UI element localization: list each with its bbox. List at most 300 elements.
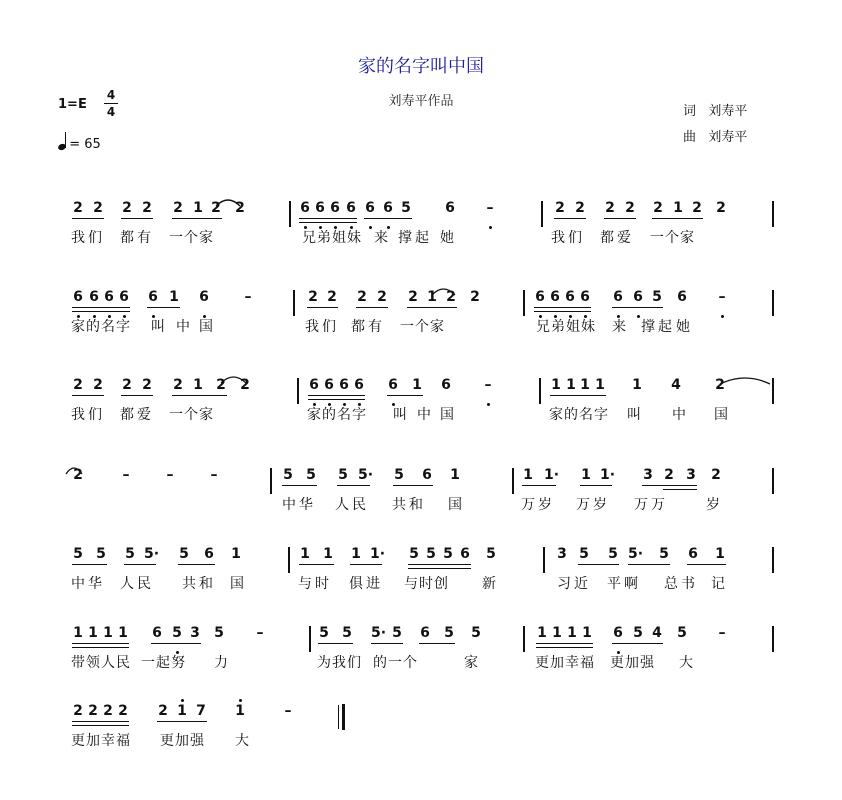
- lyric: 共和: [182, 576, 216, 592]
- lyric: 记: [711, 576, 728, 592]
- note: 3: [190, 625, 200, 641]
- note: 2: [653, 200, 663, 216]
- lyric: 一个家: [650, 230, 695, 246]
- note: 5: [394, 467, 404, 483]
- note: 1: [193, 377, 203, 393]
- note: 5: [342, 625, 352, 641]
- note: 6: [152, 625, 162, 641]
- lyric: 人民: [120, 576, 154, 592]
- note: 2: [625, 200, 635, 216]
- slur-arc: [221, 374, 246, 384]
- hold-dash: –: [244, 289, 252, 305]
- octave-dot-below: [489, 226, 492, 229]
- note: 5: [426, 546, 436, 562]
- lyric: 的一个: [373, 655, 418, 671]
- hold-dash: –: [486, 200, 494, 216]
- lyric: 国: [440, 407, 457, 423]
- octave-dot-below: [584, 315, 587, 318]
- lyric: 为我们: [317, 655, 362, 671]
- octave-dot-below: [77, 315, 80, 318]
- note: 2: [73, 377, 83, 393]
- slur-arc: [720, 375, 770, 385]
- note: 2: [555, 200, 565, 216]
- lyric: 人民: [335, 497, 369, 513]
- note: 1: [118, 625, 128, 641]
- hold-dash: –: [256, 625, 264, 641]
- note: 5: [392, 625, 402, 641]
- barline: [772, 626, 774, 652]
- lyric: 中: [417, 407, 434, 423]
- note: 5: [443, 546, 453, 562]
- lyric: 国: [714, 407, 731, 423]
- beam-underline: [308, 395, 365, 396]
- note: 6: [633, 289, 643, 305]
- hold-dash: –: [210, 467, 218, 483]
- octave-dot-below: [369, 226, 372, 229]
- hold-dash: –: [718, 289, 726, 305]
- note: 1·: [370, 546, 386, 562]
- barline: [289, 201, 291, 227]
- beam-underline: [408, 568, 471, 569]
- note: 1: [567, 625, 577, 641]
- note: 5: [338, 467, 348, 483]
- note: 1: [235, 703, 245, 719]
- note: 5: [125, 546, 135, 562]
- beam-underline: [282, 485, 317, 486]
- time-signature-bottom: 4: [106, 105, 116, 119]
- note: 1: [323, 546, 333, 562]
- note: 5: [659, 546, 669, 562]
- beam-underline: [550, 395, 606, 396]
- note: 6: [445, 200, 455, 216]
- lyric: 我们: [71, 230, 105, 246]
- note: 1: [103, 625, 113, 641]
- lyric: 国: [448, 497, 465, 513]
- lyric: 一起努: [141, 655, 186, 671]
- note: 5: [444, 625, 454, 641]
- note: 2: [142, 377, 152, 393]
- note: 6: [365, 200, 375, 216]
- beam-underline: [72, 725, 129, 726]
- note: 5: [96, 546, 106, 562]
- note: 5: [401, 200, 411, 216]
- note: 1: [412, 377, 422, 393]
- lyric: 来: [374, 230, 391, 246]
- lyric: 她: [440, 230, 457, 246]
- barline: [543, 547, 545, 573]
- note: 2: [408, 289, 418, 305]
- octave-dot-below: [343, 403, 346, 406]
- lyric: 撑起: [641, 319, 675, 335]
- note: 1: [523, 467, 533, 483]
- beam-underline: [387, 395, 423, 396]
- note: 6: [565, 289, 575, 305]
- note: 2: [122, 200, 132, 216]
- note: 1: [673, 200, 683, 216]
- note: 6: [688, 546, 698, 562]
- lyric: 国: [230, 576, 247, 592]
- quarter-note-icon: [58, 137, 69, 152]
- hold-dash: –: [122, 467, 130, 483]
- lyric: 一个家: [169, 230, 214, 246]
- beam-underline: [371, 643, 403, 644]
- octave-dot-below: [304, 226, 307, 229]
- lyric: 她: [676, 319, 693, 335]
- lyric: 一个家: [400, 319, 445, 335]
- beam-underline: [356, 307, 388, 308]
- note: 1·: [600, 467, 616, 483]
- lyric: 叫: [627, 407, 644, 423]
- tempo-value: = 65: [69, 137, 101, 152]
- lyric: 家的名字: [549, 407, 609, 423]
- note: 1: [715, 546, 725, 562]
- octave-dot-below: [554, 315, 557, 318]
- beam-underline: [407, 307, 457, 308]
- key-signature: 1=E: [58, 97, 87, 112]
- slur-arc: [432, 286, 455, 296]
- beam-underline: [72, 647, 129, 648]
- tempo-marking: [58, 132, 101, 152]
- note: 4: [671, 377, 681, 393]
- note: 2: [93, 200, 103, 216]
- lyric: 带领人民: [71, 655, 131, 671]
- beam-underline: [364, 218, 412, 219]
- lyric: 万岁: [576, 497, 610, 513]
- note: 1: [351, 546, 361, 562]
- note: 6: [420, 625, 430, 641]
- lyric: 中华: [71, 576, 105, 592]
- lyric: 俱进: [349, 576, 383, 592]
- octave-dot-below: [319, 226, 322, 229]
- note: 1: [169, 289, 179, 305]
- lyric: 兄弟姐妹: [302, 230, 362, 246]
- barline: [523, 626, 525, 652]
- lyric: 家: [464, 655, 481, 671]
- note: 2: [73, 200, 83, 216]
- note: 6: [73, 289, 83, 305]
- octave-dot-below: [617, 651, 620, 654]
- beam-underline: [157, 721, 207, 722]
- beam-underline: [612, 307, 663, 308]
- note: 5: [633, 625, 643, 641]
- note: 2: [173, 200, 183, 216]
- note: 6: [309, 377, 319, 393]
- octave-dot-below: [487, 403, 490, 406]
- note: 2: [327, 289, 337, 305]
- barline: [772, 468, 774, 494]
- note: 5: [172, 625, 182, 641]
- note: 6: [422, 467, 432, 483]
- slur-arc: [216, 197, 240, 207]
- note: 2: [173, 377, 183, 393]
- note: 2: [692, 200, 702, 216]
- beam-underline: [604, 218, 636, 219]
- note: 5: [608, 546, 618, 562]
- note: 2: [711, 467, 721, 483]
- octave-dot-below: [203, 315, 206, 318]
- note: 2: [575, 200, 585, 216]
- note: 1: [300, 546, 310, 562]
- note: 6: [580, 289, 590, 305]
- composer-label: 曲: [683, 130, 697, 145]
- beam-underline: [72, 564, 107, 565]
- note: 5: [579, 546, 589, 562]
- lyric: 万万: [634, 497, 668, 513]
- beam-underline: [419, 643, 455, 644]
- beam-underline: [580, 485, 612, 486]
- note: 2: [716, 200, 726, 216]
- note: 5: [409, 546, 419, 562]
- note: 6: [89, 289, 99, 305]
- lyric: 中: [176, 319, 193, 335]
- octave-dot-below: [328, 403, 331, 406]
- note: 6: [388, 377, 398, 393]
- note: 5·: [144, 546, 160, 562]
- beam-underline: [307, 307, 338, 308]
- note: 5: [214, 625, 224, 641]
- lyric: 万岁: [521, 497, 555, 513]
- note: 2: [118, 703, 128, 719]
- note: 2: [357, 289, 367, 305]
- note: 2: [446, 289, 456, 305]
- octave-dot-below: [617, 315, 620, 318]
- beam-underline: [536, 643, 593, 644]
- lyric: 力: [214, 655, 231, 671]
- lyric: 都有: [120, 230, 154, 246]
- note: 2: [377, 289, 387, 305]
- note: 6: [104, 289, 114, 305]
- beam-underline: [172, 395, 227, 396]
- barline: [512, 468, 514, 494]
- lyric: 我们: [551, 230, 585, 246]
- lyric: 更加幸福: [71, 733, 131, 749]
- octave-dot-below: [569, 315, 572, 318]
- lyric: 中华: [282, 497, 316, 513]
- barline: [539, 378, 541, 404]
- note: 2: [664, 467, 674, 483]
- beam-underline: [72, 307, 130, 308]
- note: 6: [339, 377, 349, 393]
- octave-dot-below: [108, 315, 111, 318]
- beam-underline: [536, 647, 593, 648]
- octave-dot-below: [350, 226, 353, 229]
- lyric: 新: [482, 576, 499, 592]
- note: 5: [319, 625, 329, 641]
- note: 2: [235, 200, 245, 216]
- hold-dash: –: [484, 377, 492, 393]
- octave-dot-below: [637, 315, 640, 318]
- note: 1: [632, 377, 642, 393]
- note: 6: [550, 289, 560, 305]
- note: 5: [283, 467, 293, 483]
- note: 5·: [358, 467, 374, 483]
- note: 2: [211, 200, 221, 216]
- beam-underline: [299, 564, 334, 565]
- beam-underline: [151, 643, 201, 644]
- note: 5: [73, 546, 83, 562]
- beam-underline: [663, 489, 697, 490]
- note: 2: [73, 467, 83, 483]
- beam-underline: [534, 311, 591, 312]
- song-subtitle: 刘寿平作品: [388, 94, 454, 109]
- composer-credit: [683, 126, 747, 145]
- beam-underline: [642, 485, 697, 486]
- barline: [772, 378, 774, 404]
- hold-dash: –: [284, 703, 292, 719]
- note: 1: [537, 625, 547, 641]
- note: 6: [346, 200, 356, 216]
- barline: [288, 547, 290, 573]
- note: 2: [73, 703, 83, 719]
- note: 1: [177, 703, 187, 719]
- lyric: 与时创: [404, 576, 449, 592]
- note: 3: [557, 546, 567, 562]
- note: 5·: [371, 625, 387, 641]
- note: 5: [306, 467, 316, 483]
- note: 6: [354, 377, 364, 393]
- note: 2: [142, 200, 152, 216]
- note: 5: [486, 546, 496, 562]
- note: 5: [179, 546, 189, 562]
- lyric: 中: [672, 407, 689, 423]
- lyric: 与时: [298, 576, 332, 592]
- lyric: 习近: [557, 576, 591, 592]
- note: 1: [551, 377, 561, 393]
- beam-underline: [172, 218, 222, 219]
- note: 6: [199, 289, 209, 305]
- time-signature: [104, 88, 118, 119]
- note: 2: [216, 377, 226, 393]
- beam-underline: [318, 643, 353, 644]
- note: 1: [193, 200, 203, 216]
- beam-underline: [72, 721, 129, 722]
- note: 6: [324, 377, 334, 393]
- beam-underline: [522, 485, 556, 486]
- note: 6: [315, 200, 325, 216]
- lyric: 更加幸福: [535, 655, 595, 671]
- song-title: 家的名字叫中国: [358, 56, 484, 77]
- note: 2: [470, 289, 480, 305]
- lyric: 撑起: [398, 230, 432, 246]
- note: 6: [535, 289, 545, 305]
- beam-underline: [121, 395, 153, 396]
- note: 6: [300, 200, 310, 216]
- note: 1: [552, 625, 562, 641]
- note: 6: [677, 289, 687, 305]
- note: 2: [158, 703, 168, 719]
- beam-underline: [299, 218, 357, 219]
- lyricist-credit: [683, 100, 747, 119]
- lyric: 共和: [392, 497, 426, 513]
- beam-underline: [554, 218, 586, 219]
- lyric: 家的名字: [71, 319, 131, 335]
- beam-underline: [652, 218, 703, 219]
- beam-underline: [299, 222, 357, 223]
- lyric: 家的名字: [307, 407, 367, 423]
- lyric: 岁: [706, 497, 723, 513]
- lyric: 来: [612, 319, 629, 335]
- barline: [309, 626, 311, 652]
- beam-underline: [534, 307, 591, 308]
- note: 1·: [544, 467, 560, 483]
- lyric: 更加强: [160, 733, 205, 749]
- time-signature-top: 4: [106, 88, 116, 102]
- note: 5·: [628, 546, 644, 562]
- lyric: 我们: [305, 319, 339, 335]
- beam-underline: [72, 395, 104, 396]
- note: 6: [119, 289, 129, 305]
- barline: [270, 468, 272, 494]
- lyric: 国: [199, 319, 216, 335]
- barline: [523, 290, 525, 316]
- note: 1: [73, 625, 83, 641]
- beam-underline: [147, 307, 180, 308]
- lyricist-label: 词: [683, 104, 697, 119]
- lyricist-name: 刘寿平: [708, 104, 748, 119]
- note: 1: [566, 377, 576, 393]
- lyric: 都有: [351, 319, 385, 335]
- beam-underline: [72, 643, 129, 644]
- note: 3: [643, 467, 653, 483]
- beam-underline: [687, 564, 726, 565]
- hold-dash: –: [166, 467, 174, 483]
- octave-dot-below: [392, 403, 395, 406]
- lyric: 一个家: [169, 407, 214, 423]
- note: 6: [204, 546, 214, 562]
- beam-underline: [628, 564, 670, 565]
- octave-dot-below: [721, 315, 724, 318]
- barline: [541, 201, 543, 227]
- note: 1: [580, 377, 590, 393]
- beam-underline: [72, 311, 130, 312]
- octave-dot-below: [93, 315, 96, 318]
- octave-dot-above: [239, 699, 242, 702]
- note: 2: [93, 377, 103, 393]
- note: 5: [677, 625, 687, 641]
- note: 6: [613, 625, 623, 641]
- lyric: 平啊: [607, 576, 641, 592]
- octave-dot-below: [152, 315, 155, 318]
- note: 1: [427, 289, 437, 305]
- note: 6: [148, 289, 158, 305]
- note: 1: [231, 546, 241, 562]
- lyric: 叫: [393, 407, 410, 423]
- note: 2: [103, 703, 113, 719]
- note: 6: [460, 546, 470, 562]
- beam-underline: [121, 218, 153, 219]
- note: 3: [686, 467, 696, 483]
- note: 5: [652, 289, 662, 305]
- beam-underline: [350, 564, 382, 565]
- lyric: 都爱: [120, 407, 154, 423]
- octave-dot-below: [176, 651, 179, 654]
- octave-dot-below: [539, 315, 542, 318]
- beam-underline: [178, 564, 215, 565]
- beam-underline: [72, 218, 104, 219]
- slur-arc: [66, 465, 82, 475]
- beam-underline: [408, 564, 471, 565]
- composer-name: 刘寿平: [708, 130, 748, 145]
- note: 2: [240, 377, 250, 393]
- lyric: 大: [679, 655, 696, 671]
- barline: [772, 547, 774, 573]
- note: 1: [581, 467, 591, 483]
- barline: [772, 290, 774, 316]
- lyric: 更加强: [610, 655, 655, 671]
- beam-underline: [578, 564, 619, 565]
- octave-dot-below: [387, 226, 390, 229]
- octave-dot-below: [313, 403, 316, 406]
